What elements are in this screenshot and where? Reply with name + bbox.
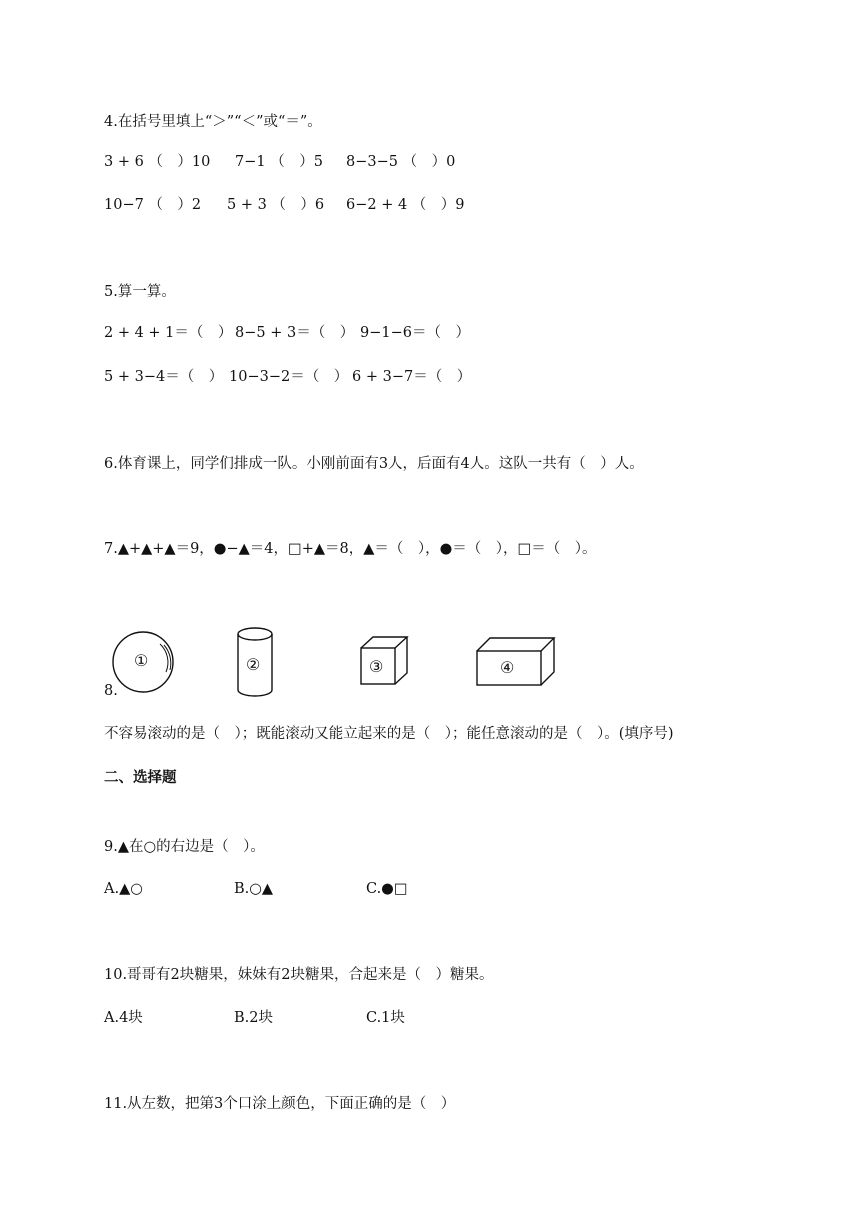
q11-text: 11.从左数，把第3个口涂上颜色，下面正确的是（ ） [104, 1096, 456, 1112]
q9-option-b: B.○▲ [234, 881, 274, 897]
q4-title: 4.在括号里填上“＞”“＜”或“＝”。 [104, 114, 322, 130]
q5-row2-item1: 5 + 3−4＝（ ） [104, 369, 224, 385]
q10-option-c: C.1块 [366, 1010, 405, 1026]
q4-row2-item2: 5 + 3 （ ）6 [227, 197, 325, 213]
q4-row2-item3: 6−2 + 4 （ ）9 [346, 197, 465, 213]
q5-row1-item2: 8−5 + 3＝（ ） [235, 325, 355, 341]
q4-row1-item3: 8−3−5 （ ）0 [346, 154, 456, 170]
q9-option-c: C.●□ [366, 881, 408, 897]
q4-row1-item2: 7−1 （ ）5 [235, 154, 323, 170]
q9-option-a: A.▲○ [104, 881, 143, 897]
cube-shape [361, 637, 407, 684]
sphere-label: ① [134, 651, 149, 670]
cube-label: ③ [369, 657, 384, 676]
q8-number: 8. [104, 683, 118, 699]
q10-option-a: A.4块 [104, 1010, 143, 1026]
q5-row2-item2: 10−3−2＝（ ） [229, 369, 349, 385]
q4-row2-item1: 10−7 （ ）2 [104, 197, 202, 213]
q10-option-b: B.2块 [234, 1010, 273, 1026]
q8-text: 不容易滚动的是（ ）；既能滚动又能立起来的是（ ）；能任意滚动的是（ ）。(填序号) [104, 726, 674, 742]
q5-row1-item1: 2 + 4 + 1＝（ ） [104, 325, 233, 341]
q5-title: 5.算一算。 [104, 284, 176, 300]
section2-title: 二、选择题 [104, 770, 177, 786]
cuboid-label: ④ [500, 658, 515, 677]
q4-row1-item1: 3 + 6 （ ）10 [104, 154, 211, 170]
cylinder-label: ② [246, 655, 261, 674]
q7-text: 7.▲+▲+▲＝9，●−▲＝4，□+▲＝8，▲＝（ ），●＝（ ），□＝（ ）。 [104, 541, 597, 557]
q10-text: 10.哥哥有2块糖果，妹妹有2块糖果，合起来是（ ）糖果。 [104, 967, 494, 983]
q5-row2-item3: 6 + 3−7＝（ ） [352, 369, 472, 385]
q5-row1-item3: 9−1−6＝（ ） [360, 325, 470, 341]
cuboid-shape [477, 638, 554, 685]
q9-text: 9.▲在○的右边是（ ）。 [104, 839, 265, 855]
q6-text: 6.体育课上，同学们排成一队。小刚前面有3人，后面有4人。这队一共有（ ）人。 [104, 456, 644, 472]
